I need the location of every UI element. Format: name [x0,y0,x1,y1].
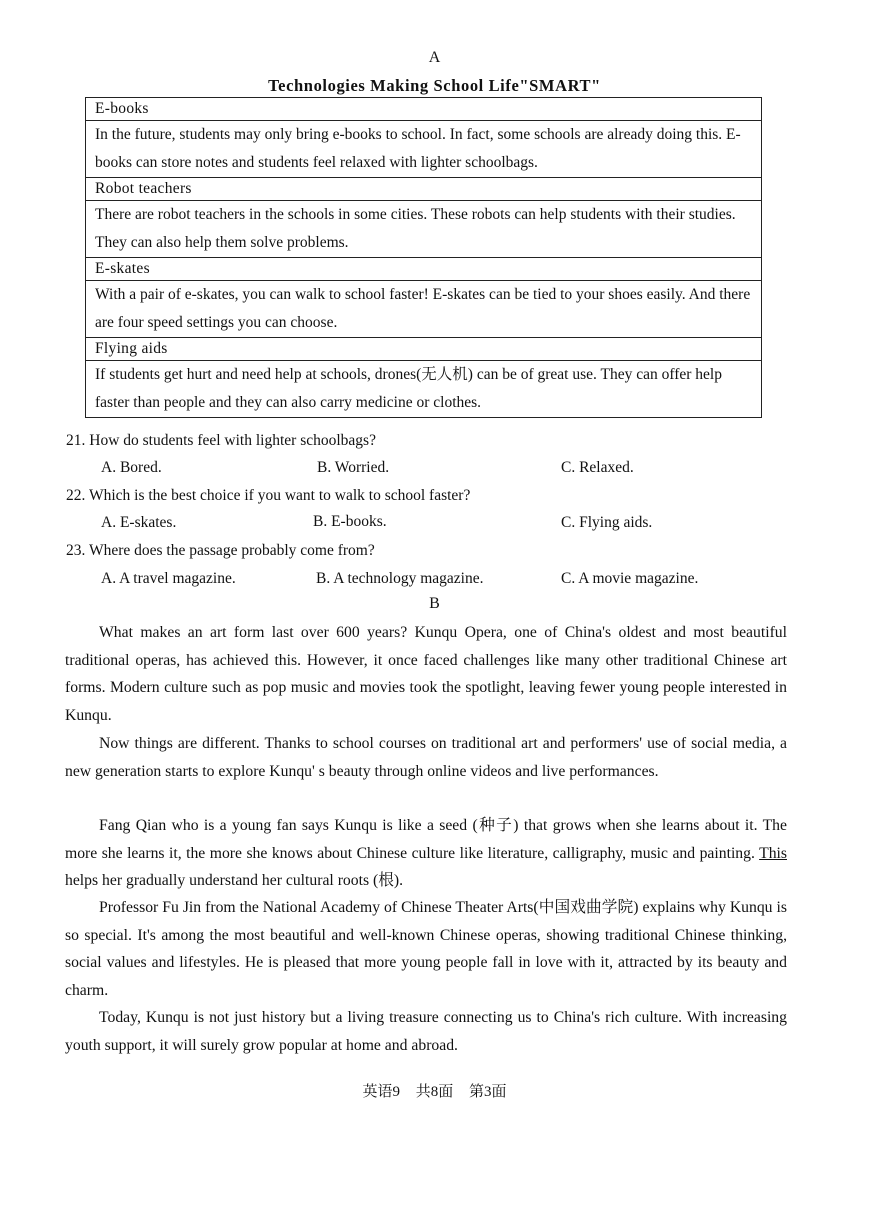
question-22-option-a: A. E-skates. [101,514,177,531]
footer-subject: 英语9 [362,1084,400,1100]
table-heading-ebooks: E-books [86,98,762,121]
question-21-option-a: A. Bored. [101,459,162,476]
paragraph-1: What makes an art form last over 600 years? Kunqu Opera, one of China's oldest and most beautiful traditional operas, has achieved this. However, it once faced challenges like many other traditional Chinese art forms. Modern culture such as pop music and movies took the spotlight, leaving fewer young people interested in Kunqu. [65,624,787,724]
section-b-label: B [429,595,440,612]
table-text-eskates: With a pair of e-skates, you can walk to school faster! E-skates can be tied to your shoes easily. And there are four speed settings you can choose. [86,281,762,338]
question-23-option-a: A. A travel magazine. [101,570,236,587]
underlined-word-this: This [759,844,787,862]
section-a-label: A [428,49,441,66]
question-22-option-b: B. E-books. [313,513,387,530]
question-22: 22. Which is the best choice if you want to walk to school faster? [66,487,471,504]
question-21-option-b: B. Worried. [317,459,390,476]
table-heading-flying-aids: Flying aids [86,338,762,361]
table-text-ebooks: In the future, students may only bring e-books to school. In fact, some schools are already doing this. E-books can store notes and students feel relaxed with lighter schoolbags. [86,121,762,178]
paragraph-4: Professor Fu Jin from the National Academy of Chinese Theater Arts(中国戏曲学院) explains why Kunqu is so special. It's among the most beautiful and well-known Chinese operas, showing traditional Chinese thinking, social values and lifestyles. He is pleased that more young people fall in love with it, attracted by its beauty and charm. [65,899,787,999]
question-23-option-c: C. A movie magazine. [561,570,699,587]
technology-table [85,97,762,418]
table-heading-robot-teachers: Robot teachers [86,178,762,201]
table-text-flying-aids: If students get hurt and need help at schools, drones(无人机) can be of great use. They can offer help faster than people and they can also carry medicine or clothes. [86,361,762,418]
section-a-title: Technologies Making School Life"SMART" [268,76,601,95]
page-footer [0,1080,869,1101]
paragraph-3-text-before: Fang Qian who is a young fan says Kunqu is like a seed (种子) that grows when she learns about it. The more she learns it, the more she knows about Chinese culture like literature, calligraphy, music and painting. [65,817,787,862]
question-21: 21. How do students feel with lighter schoolbags? [66,432,376,449]
question-21-option-c: C. Relaxed. [561,459,634,476]
paragraph-2: Now things are different. Thanks to school courses on traditional art and performers' use of social media, a new generation starts to explore Kunqu' s beauty through online videos and live performances. [65,735,787,780]
question-22-option-c: C. Flying aids. [561,514,653,531]
paragraph-5: Today, Kunqu is not just history but a living treasure connecting us to China's rich culture. With increasing youth support, it will surely grow popular at home and abroad. [65,1009,787,1054]
question-23-option-b: B. A technology magazine. [316,570,484,587]
paragraph-3-text-after: helps her gradually understand her cultural roots (根). [65,872,404,890]
table-text-robot-teachers: There are robot teachers in the schools in some cities. These robots can help students with their studies. They can also help them solve problems. [86,201,762,258]
footer-page-number: 第3面 [469,1084,507,1100]
table-heading-eskates: E-skates [86,258,762,281]
footer-total-pages: 共8面 [415,1084,454,1100]
question-23: 23. Where does the passage probably come from? [66,542,375,559]
paragraph-3 [65,812,787,895]
